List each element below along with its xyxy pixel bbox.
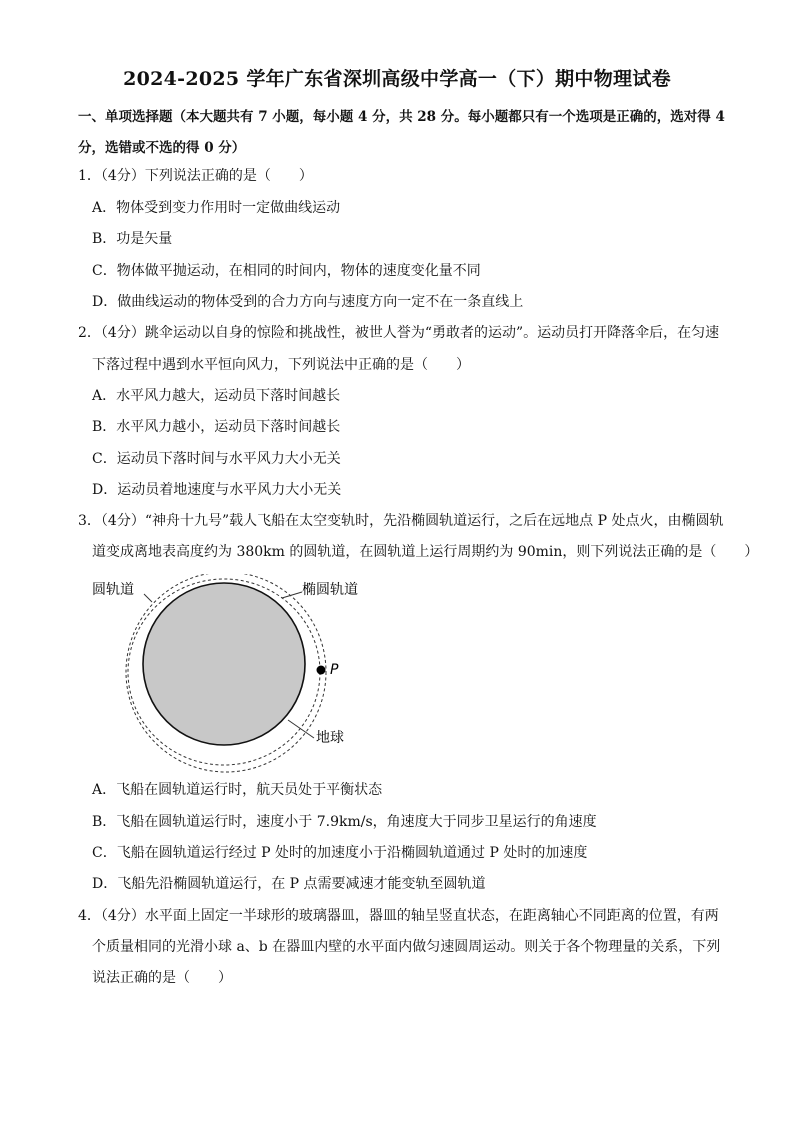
question-2-option-c: C．运动员下落时间与水平风力大小无关 (92, 451, 341, 467)
circle-orbit-leader (144, 594, 152, 602)
question-1-stem: 1．（4分）下列说法正确的是（ ） (78, 168, 313, 184)
question-2-option-a: A．水平风力越大，运动员下落时间越长 (92, 388, 341, 404)
question-1-option-b: B．功是矢量 (92, 231, 173, 247)
earth-label: 地球 (316, 730, 344, 746)
question-3-option-d: D．飞船先沿椭圆轨道运行，在 P 点需要减速才能变轨至圆轨道 (92, 876, 486, 892)
question-2-stem-line1: 2．（4分）跳伞运动以自身的惊险和挑战性，被世人誉为“勇敢者的运动”。运动员打开降落伞后，在匀速 (78, 325, 720, 341)
question-3-stem-line2: 道变成离地表高度约为 380km 的圆轨道，在圆轨道上运行周期约为 90min，则下列说法正确的是（ ） (92, 544, 759, 560)
exam-title: 2024-2025 学年广东省深圳高级中学高一（下）期中物理试卷 (123, 68, 671, 90)
question-4-stem-line3: 说法正确的是（ ） (92, 970, 232, 986)
question-4-stem-line2: 个质量相同的光滑小球 a、b 在器皿内壁的水平面内做匀速圆周运动。则关于各个物理量的关系，下列 (92, 939, 721, 955)
point-p-marker (317, 666, 326, 675)
section-heading: 一、单项选择题（本大题共有 7 小题，每小题 4 分，共 28 分。每小题都只有一个选项是正确的，选对得 4 分，选错或不选的得 0 分） (78, 109, 725, 156)
question-3-option-c: C．飞船在圆轨道运行经过 P 处时的加速度小于沿椭圆轨道通过 P 处时的加速度 (92, 845, 588, 861)
circle-orbit-label: 圆轨道 (92, 582, 134, 598)
question-4-stem-line1: 4．（4分）水平面上固定一半球形的玻璃器皿，器皿的轴呈竖直状态，在距离轴心不同距离的位置，有两 (78, 908, 719, 924)
point-p-label: P (330, 662, 339, 678)
earth-disc (143, 583, 305, 745)
question-2-stem-line2: 下落过程中遇到水平恒向风力，下列说法中正确的是（ ） (92, 357, 470, 373)
orbit-diagram (92, 574, 372, 774)
ellipse-orbit-leader (282, 592, 302, 598)
question-3-stem-line1: 3．（4分）“神舟十九号”载人飞船在太空变轨时，先沿椭圆轨道运行，之后在远地点 P 处点火，由椭圆轨 (78, 513, 724, 529)
question-2-option-d: D．运动员着地速度与水平风力大小无关 (92, 482, 342, 498)
ellipse-orbit-label: 椭圆轨道 (302, 582, 358, 598)
question-1-option-c: C．物体做平抛运动，在相同的时间内，物体的速度变化量不同 (92, 263, 481, 279)
question-1-option-d: D．做曲线运动的物体受到的合力方向与速度方向一定不在一条直线上 (92, 294, 524, 310)
question-3-option-a: A．飞船在圆轨道运行时，航天员处于平衡状态 (92, 782, 383, 798)
question-3-option-b: B．飞船在圆轨道运行时，速度小于 7.9km/s，角速度大于同步卫星运行的角速度 (92, 814, 597, 830)
orbit-diagram-svg (92, 574, 372, 774)
earth-leader (288, 720, 314, 738)
question-1-option-a: A．物体受到变力作用时一定做曲线运动 (92, 200, 341, 216)
question-2-option-b: B．水平风力越小，运动员下落时间越长 (92, 419, 341, 435)
